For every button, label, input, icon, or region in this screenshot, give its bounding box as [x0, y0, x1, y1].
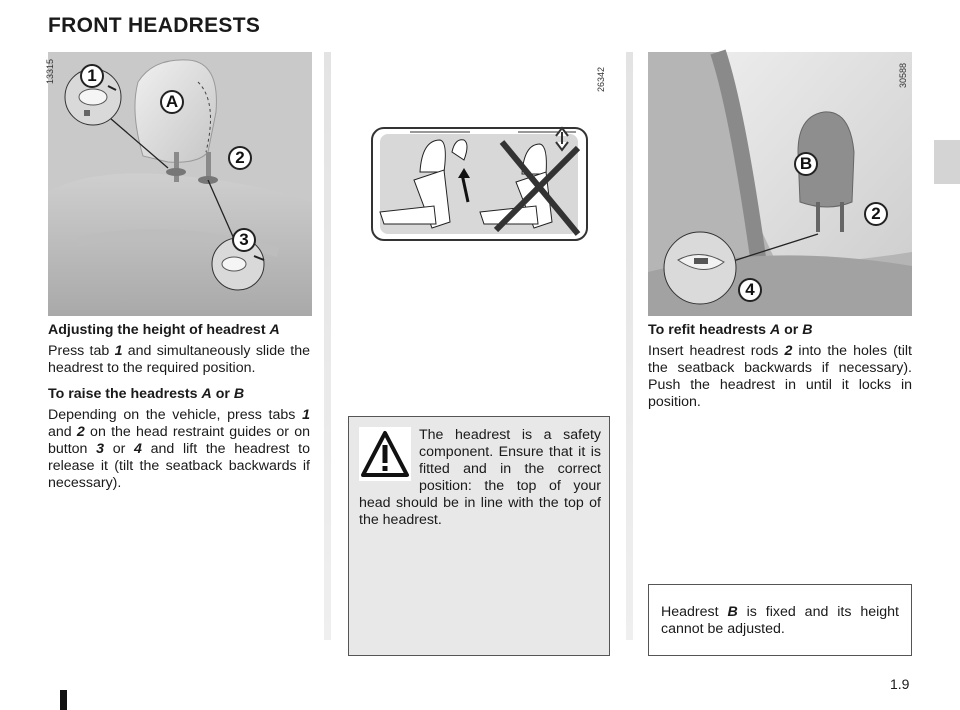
fixed-headrest-illustration — [648, 52, 912, 316]
right-column-text — [648, 322, 912, 420]
paragraph-adjust-height: Press tab 1 and simultaneously slide the headrest to the required position. — [48, 343, 310, 376]
callout-a: A — [160, 90, 184, 114]
headrest-illustration — [48, 52, 312, 316]
callout-4: 4 — [738, 278, 762, 302]
figure-code: 13315 — [45, 58, 55, 84]
paragraph-refit-headrests: Insert headrest rods 2 into the holes (tilt the seatback backwards if necessary). Push the headrest in until it locks in position. — [648, 343, 912, 410]
paragraph-raise-headrests: Depending on the vehicle, press tabs 1 and 2 on the head restraint guides or on button 3 or 4 and lift the headrest to release it (tilt the seatback backwards if necessary). — [48, 407, 310, 491]
figure-headrest-position — [340, 52, 610, 252]
figure-code: 30588 — [898, 62, 908, 88]
heading-adjust-height: Adjusting the height of headrest A — [48, 322, 280, 338]
corner-crop-mark — [60, 690, 67, 710]
page-number: 1.9 — [890, 676, 910, 692]
column-divider-right — [626, 52, 633, 640]
column-divider-left — [324, 52, 331, 640]
heading-raise-headrests: To raise the headrests A or B — [48, 386, 245, 402]
warning-text: The headrest is a safety component. Ensure that it is fitted and in the correct position: the top of your head should be in line with the top of the headrest. — [359, 427, 601, 528]
figure-code: 26342 — [596, 66, 606, 92]
callout-1: 1 — [80, 64, 104, 88]
callout-2: 2 — [864, 202, 888, 226]
callout-b: B — [794, 152, 818, 176]
heading-refit-headrests: To refit headrests A or B — [648, 322, 813, 338]
figure-headrest-adjust — [45, 52, 312, 316]
page-title: FRONT HEADRESTS — [48, 14, 261, 37]
section-tab-marker — [934, 140, 960, 184]
callout-3: 3 — [232, 228, 256, 252]
fixed-headrest-note: Headrest B is fixed and its height cannot be adjusted. — [648, 584, 912, 656]
correct-incorrect-diagram — [340, 52, 610, 252]
safety-warning-box — [348, 416, 610, 656]
left-column-text — [48, 322, 310, 501]
callout-2: 2 — [228, 146, 252, 170]
figure-headrest-fixed — [648, 52, 912, 316]
warning-triangle-icon — [359, 427, 411, 481]
